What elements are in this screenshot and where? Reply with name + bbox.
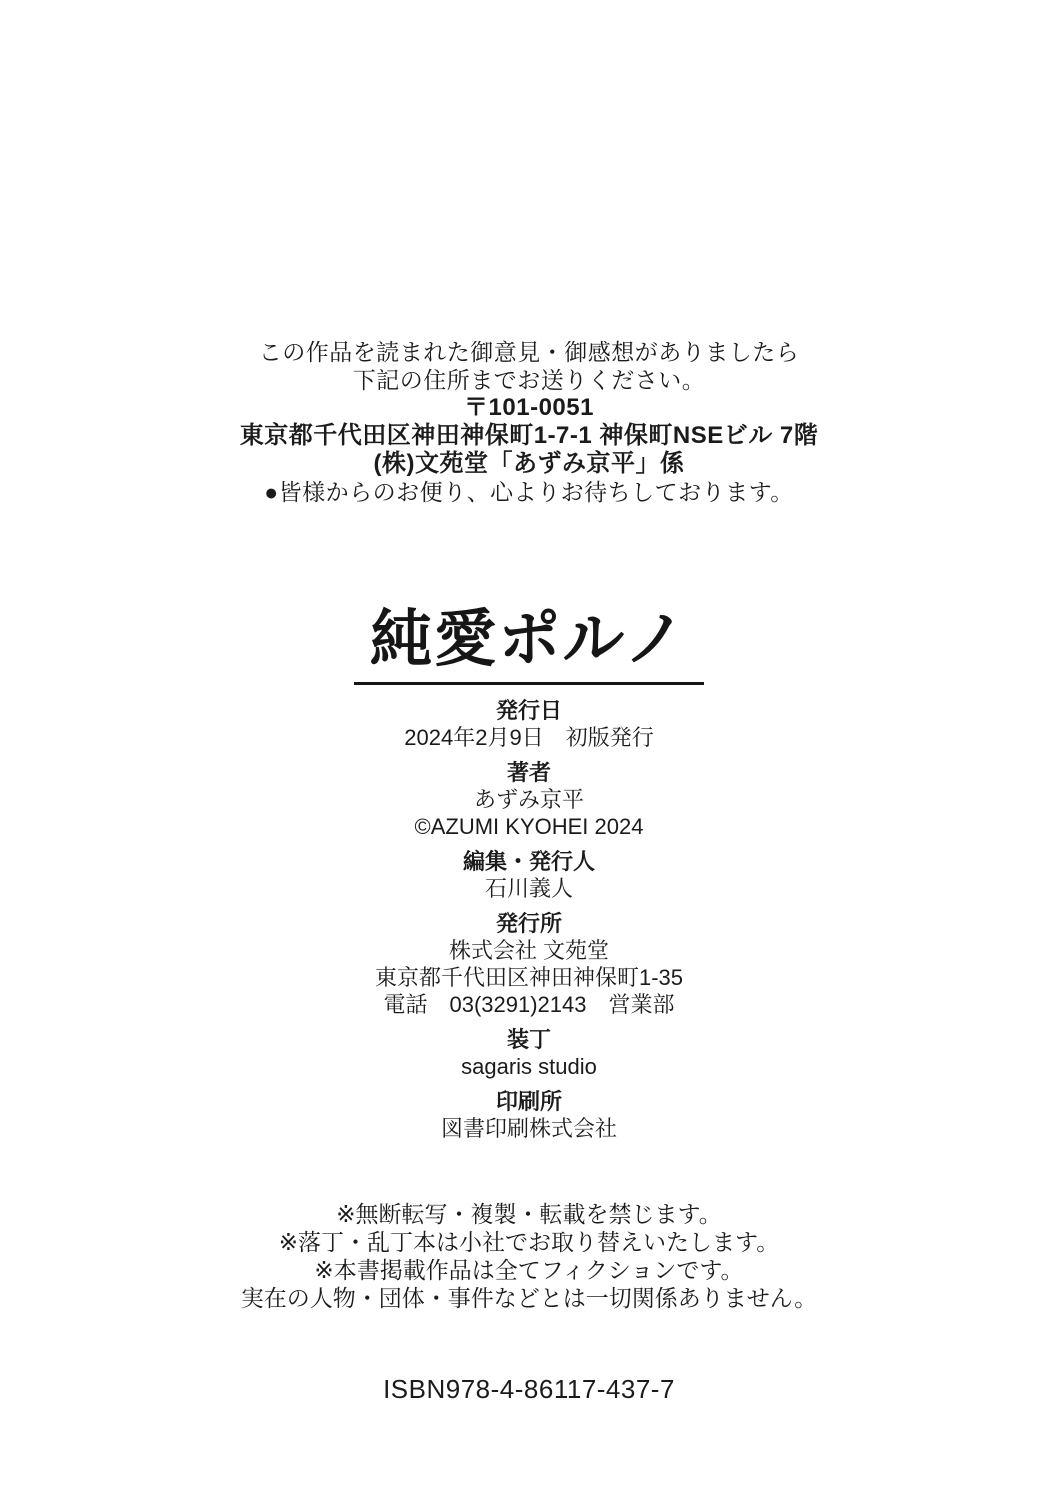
design-studio: sagaris studio — [461, 1054, 597, 1079]
author-name: あずみ京平 — [473, 787, 584, 812]
design-label: 装丁 — [506, 1027, 551, 1052]
publishing-house-name: 株式会社 文苑堂 — [448, 938, 610, 963]
section-publication-date — [0, 697, 1058, 751]
postal-code: 〒101-0051 — [464, 394, 594, 421]
isbn-number: ISBN978-4-86117-437-7 — [383, 1374, 675, 1404]
author-label: 著者 — [506, 760, 551, 785]
feedback-line-1: この作品を読まれた御意見・御感想がありましたら — [258, 339, 800, 365]
feedback-line-2: 下記の住所までお送りください。 — [352, 367, 706, 393]
printer-name: 図書印刷株式会社 — [440, 1116, 617, 1141]
section-printer — [0, 1088, 1058, 1142]
notice-line-1: ※無断転写・複製・転載を禁じます。 — [336, 1201, 722, 1227]
colophon-details — [0, 697, 1058, 1142]
reader-feedback-block — [0, 0, 1058, 506]
publishing-house-label: 発行所 — [495, 911, 562, 936]
mail-recipient: (株)文苑堂「あずみ京平」係 — [373, 450, 685, 477]
printer-label: 印刷所 — [495, 1089, 562, 1114]
book-title: 純愛ポルノ — [354, 604, 704, 685]
title-block — [0, 604, 1058, 685]
legal-notices — [0, 1200, 1058, 1312]
publication-date-label: 発行日 — [495, 698, 562, 723]
editor-publisher-label: 編集・発行人 — [462, 849, 595, 874]
publisher-address: 東京都千代田区神田神保町1-7-1 神保町NSEビル 7階 — [239, 422, 819, 449]
publishing-house-phone: 電話 03(3291)2143 営業部 — [383, 992, 675, 1017]
editor-publisher-name: 石川義人 — [484, 876, 573, 901]
notice-line-4: 実在の人物・団体・事件などとは一切関係ありません。 — [240, 1285, 818, 1311]
feedback-closing: ●皆様からのお便り、心よりお待ちしております。 — [264, 479, 794, 505]
publication-date-value: 2024年2月9日 初版発行 — [404, 725, 654, 750]
copyright-line: ©AZUMI KYOHEI 2024 — [414, 814, 644, 839]
notice-line-3: ※本書掲載作品は全てフィクションです。 — [314, 1257, 744, 1283]
section-editor-publisher — [0, 848, 1058, 902]
publishing-house-address: 東京都千代田区神田神保町1-35 — [374, 965, 684, 990]
notice-line-2: ※落丁・乱丁本は小社でお取り替えいたします。 — [278, 1229, 780, 1255]
section-publishing-house — [0, 910, 1058, 1018]
section-design — [0, 1026, 1058, 1080]
section-author — [0, 759, 1058, 840]
